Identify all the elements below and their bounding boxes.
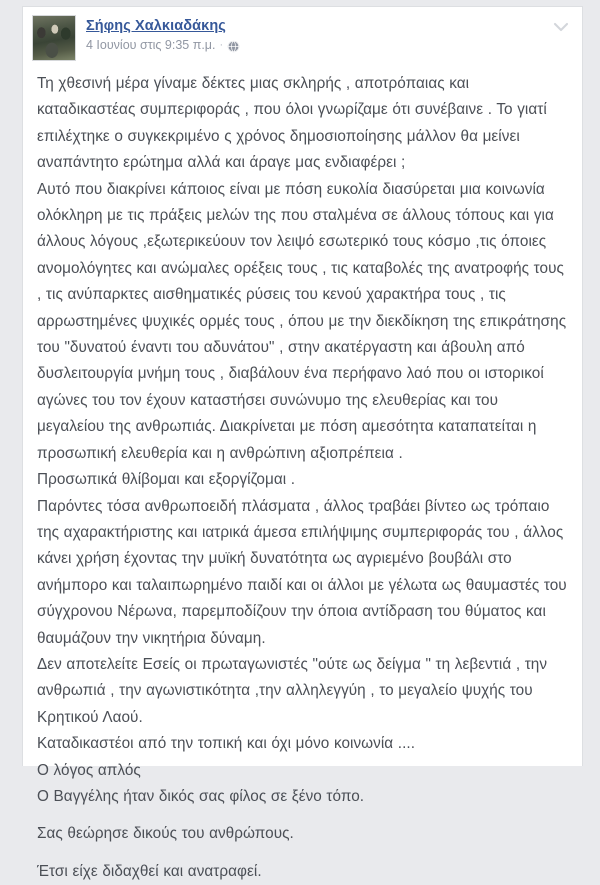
meta-separator: · <box>219 39 224 52</box>
post-paragraph: Ο λόγος απλός <box>37 761 141 779</box>
globe-icon[interactable] <box>227 40 240 53</box>
post-message-body <box>23 65 582 885</box>
post-meta <box>86 14 240 54</box>
post-paragraph: Καταδικαστέοι από την τοπική και όχι μόνο κοινωνία .... <box>37 735 415 753</box>
post-options-button[interactable] <box>551 21 571 37</box>
post-paragraph: Έτσι είχε διδαχθεί και ανατραφεί. <box>37 862 262 880</box>
post-header <box>23 7 582 65</box>
post-paragraph: Παρόντες τόσα ανθρωποειδή πλάσματα , άλλος τραβάει βίντεο ως τρόπαιο της αχαρακτήριστης και ιατρικά άμεσα επιλήψιμης συμπεριφοράς του , άλλος κάνει χρήση έχοντας την μυϊκή δυνατότητα ως αγριεμένο βουβάλι στο ανήμπορο και ταλαιπωρημένο παιδί και οι άλλοι με γέλωτα ως θαυμαστές του σύγχρονου Νέρωνα, παρεμποδίζουν την όποια αντίδραση του θύματος και θαυμάζουν την νικητήρια δύναμη. <box>37 497 567 647</box>
author-name-link[interactable]: Σήφης Χαλκιαδάκης <box>86 18 226 34</box>
post-timestamp[interactable]: 4 Ιουνίου στις 9:35 π.μ. <box>86 38 216 53</box>
post-paragraph: Ο Βαγγέλης ήταν δικός σας φίλος σε ξένο τόπο. <box>37 787 365 805</box>
post-paragraph: Σας θεώρησε δικούς του ανθρώπους. <box>37 825 294 843</box>
avatar[interactable] <box>32 15 76 61</box>
post-paragraph: Δεν αποτελείτε Εσείς οι πρωταγωνιστές "ούτε ως δείγμα " τη λεβεντιά , την ανθρωπιά , την αγωνιστικότητα ,την αλληλεγγύη , το μεγαλείο ψυχής του Κρητικού Λαού. <box>37 655 548 726</box>
timestamp-row <box>86 38 240 54</box>
post-paragraph: Αυτό που διακρίνει κάποιος είναι με πόση ευκολία διασύρεται μια κοινωνία ολόκληρη με τις πράξεις μελών της που σταλμένα σε άλλους τόπους και για άλλους λόγους ,εξωτερικεύουν τον λειψό εσωτερικό τους κόσμο ,τις όποιες ανομολόγητες και ανώμαλες ορέξεις τους , τις καταβολές της ανατροφής τους , τις ανύπαρκτες αισθηματικές ρύσεις του κενού χαρακτήρα τους , τις αρρωστημένες ψυχικές ορμές τους , όπου με την διεκδίκηση της επικράτησης του "δυνατού έναντι του αδυνάτου" , στην ακατέργαστη και άβουλη από δυσλειτουργία μνήμη τους , διαβάλουν ένα περήφανο λαό που οι ιστορικοί αγώνες του τον έχουν καταστήσει συνώνυμο της ελευθερίας και του μεγαλείου της ανθρωπιάς. Διακρίνεται με πόση αμεσότητα καταπατείται η προσωπική ελευθερία και η ανθρώπινη αξιοπρέπεια . <box>37 180 567 462</box>
post-card <box>22 6 583 880</box>
post-paragraph: Τη χθεσινή μέρα γίναμε δέκτες μιας σκληρής , αποτρόπαιας και καταδικαστέας συμπεριφοράς , που όλοι γνωρίζαμε ότι συνέβαινε . Το γιατί επιλέχτηκε ο συγκεκριμένο ς χρόνος δημοσιοποίησης μάλλον θα μείνει αναπάντητο ερώτημα αλλά και άραγε μας ενδιαφέρει ; <box>37 75 547 172</box>
post-paragraph: Προσωπικά θλίβομαι και εξοργίζομαι . <box>37 471 296 489</box>
